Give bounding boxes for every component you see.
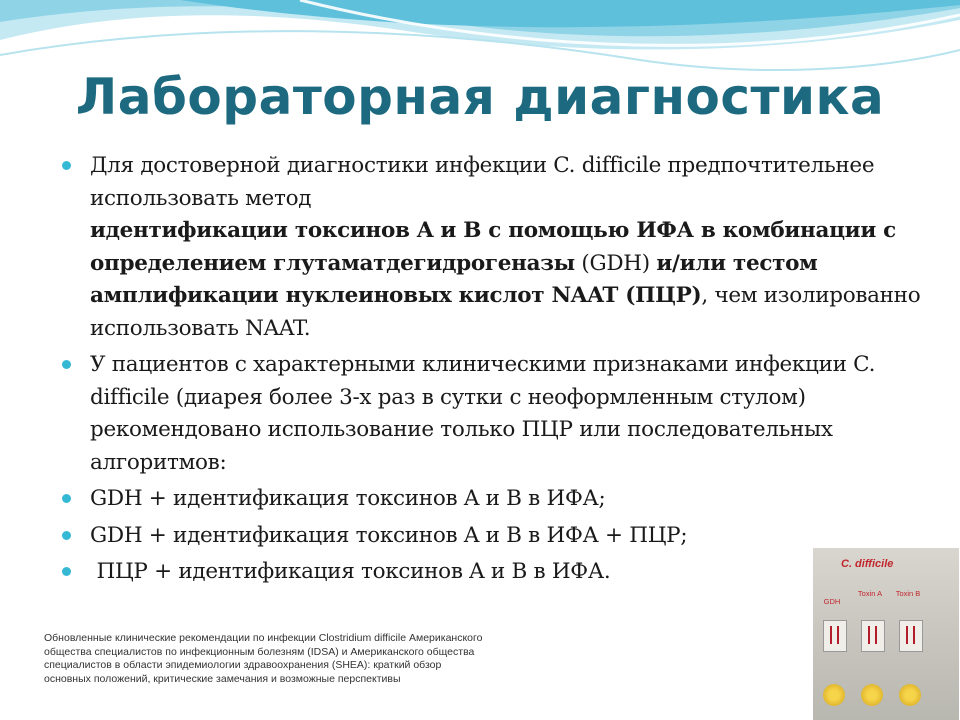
- bullet-dot: [62, 567, 71, 576]
- bullet-item: [62, 483, 922, 516]
- reagent-well: [899, 684, 921, 706]
- bullet-dot: [62, 494, 71, 503]
- bullet-item: [62, 556, 922, 589]
- bullet-1-text-b: (GDH): [574, 250, 657, 276]
- test-kit-photo: [813, 548, 959, 720]
- bullet-3-text: GDH + идентификация токсинов A и B в ИФА;: [90, 486, 606, 511]
- bullet-2-text: У пациентов с характерными клиническими признаками инфекции C. difficile (диарея более 3-х раз в сутки с неоформленным стулом) рекомендовано использование только ПЦР или последовательных алгоритмов:: [90, 352, 876, 475]
- bullet-item: [62, 349, 922, 479]
- reagent-well: [823, 684, 845, 706]
- test-strip: [823, 620, 847, 652]
- bullet-5-text: ПЦР + идентификация токсинов A и B в ИФА.: [90, 559, 611, 584]
- bullet-1-text-a: Для достоверной диагностики инфекции C. difficile предпочтительнее использовать метод: [90, 153, 875, 211]
- reagent-well: [861, 684, 883, 706]
- bullet-dot: [62, 360, 71, 369]
- bullet-dot: [62, 531, 71, 540]
- photo-label-gdh: GDH: [823, 597, 841, 606]
- bullet-dot: [62, 161, 71, 170]
- bullet-item: [62, 520, 922, 553]
- photo-label-toxin-a: Toxin A: [857, 589, 883, 598]
- photo-title: C. difficile: [841, 558, 894, 570]
- page-title: Лабораторная диагностика: [75, 68, 885, 126]
- bullet-1-bold-a: идентификации токсинов A и B с помощью ИФА в комбинации с определением глутаматдегидрогеназы: [90, 218, 896, 276]
- bullet-list: [62, 150, 922, 593]
- bullet-4-text: GDH + идентификация токсинов A и B в ИФА + ПЦР;: [90, 522, 688, 548]
- bullet-1-bold-b: и/или тестом амплификации нуклеиновых кислот NAAT (ПЦР): [90, 250, 818, 308]
- bullet-item: [62, 150, 922, 345]
- test-strip: [899, 620, 923, 652]
- test-strip: [861, 620, 885, 652]
- photo-label-toxin-b: Toxin B: [895, 589, 921, 598]
- reference-note: Обновленные клинические рекомендации по инфекции Clostridium difficile Американского общества специалистов по инфекционным болезням (IDSA) и Американского общества специалистов в области эпидемиологии здравоохранения (SHEA): краткий обзор основных положений, критические замечания и возможные перспективы: [44, 632, 483, 685]
- bullet-1-text-c: , чем изолированно использовать NAAT.: [90, 283, 921, 341]
